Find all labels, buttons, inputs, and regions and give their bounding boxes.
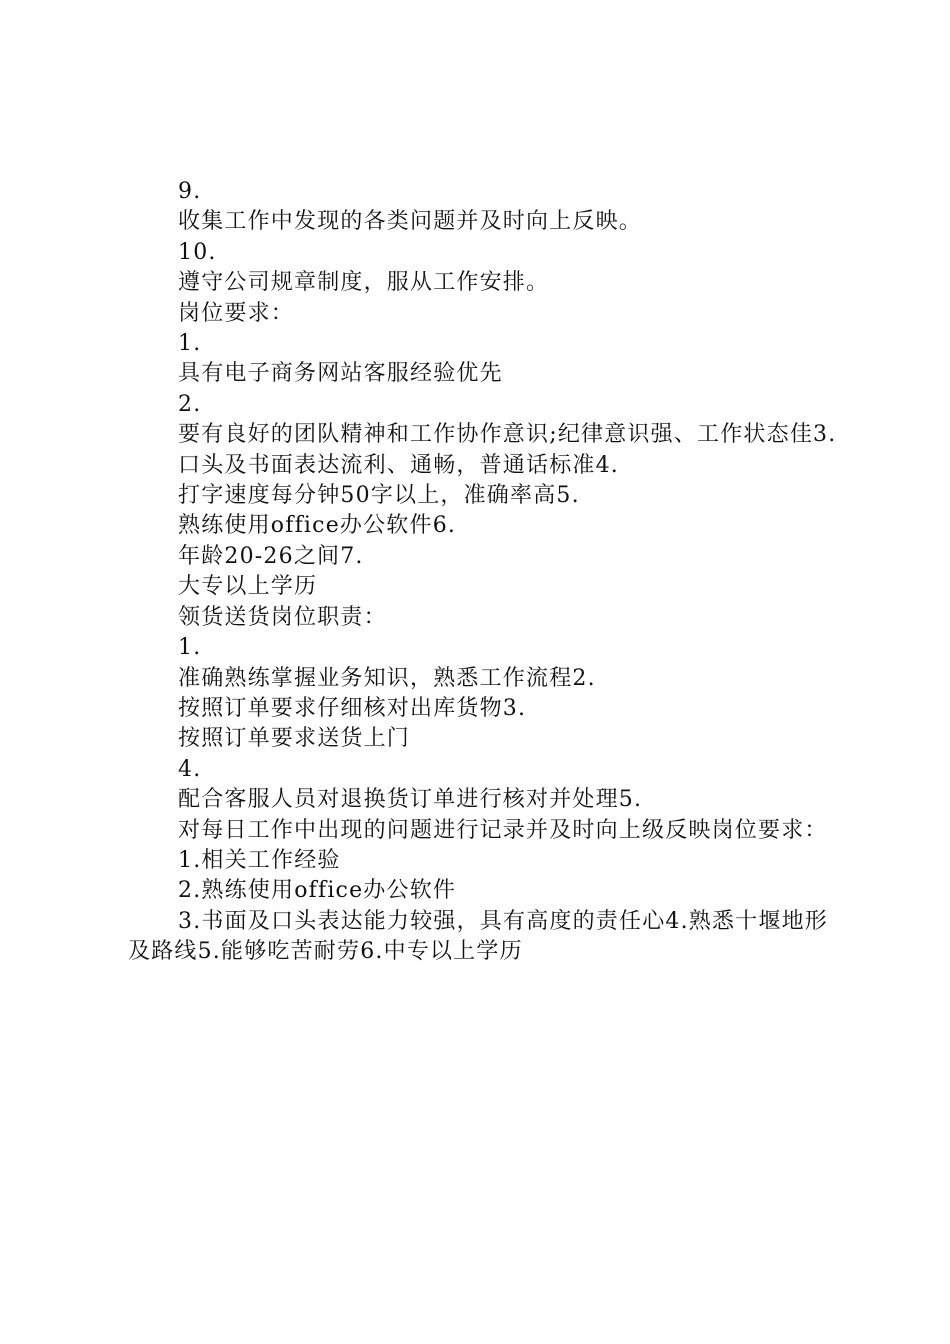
requirement-item: 口头及书面表达流利、通畅，普通话标准4. [178, 452, 619, 478]
requirement-item: 1.相关工作经验 [178, 847, 341, 873]
duty-item: 按照订单要求送货上门 [178, 726, 411, 752]
section-heading: 领货送货岗位职责： [178, 604, 387, 630]
duty-item: 对每日工作中出现的问题进行记录并及时向上级反映岗位要求： [178, 817, 828, 843]
duty-item: 遵守公司规章制度，服从工作安排。 [178, 270, 550, 296]
list-number: 10. [178, 239, 217, 265]
duty-item: 配合客服人员对退换货订单进行核对并处理5. [178, 787, 643, 813]
requirement-item: 大专以上学历 [178, 574, 318, 600]
requirement-item: 2.熟练使用office办公软件 [178, 878, 457, 904]
requirement-item: 要有良好的团队精神和工作协作意识;纪律意识强、工作状态佳3. [178, 422, 837, 448]
list-number: 1. [178, 331, 202, 357]
list-number: 2. [178, 391, 202, 417]
list-number: 4. [178, 756, 202, 782]
section-heading: 岗位要求： [178, 300, 295, 326]
requirement-item: 熟练使用office办公软件6. [178, 513, 457, 539]
list-number: 1. [178, 635, 202, 661]
requirement-item: 年龄20-26之间7. [178, 543, 364, 569]
requirement-item: 具有电子商务网站客服经验优先 [178, 361, 503, 387]
document-body [128, 177, 838, 968]
duty-item: 按照订单要求仔细核对出库货物3. [178, 695, 527, 721]
list-number: 9. [178, 179, 202, 204]
requirement-item: 打字速度每分钟50字以上，准确率高5. [178, 483, 580, 509]
duty-item: 准确熟练掌握业务知识，熟悉工作流程2. [178, 665, 596, 691]
duty-item: 收集工作中发现的各类问题并及时向上反映。 [178, 209, 643, 235]
requirement-item: 3.书面及口头表达能力较强，具有高度的责任心4.熟悉十堰地形及路线5.能够吃苦耐劳6.中专以上学历 [128, 908, 828, 965]
